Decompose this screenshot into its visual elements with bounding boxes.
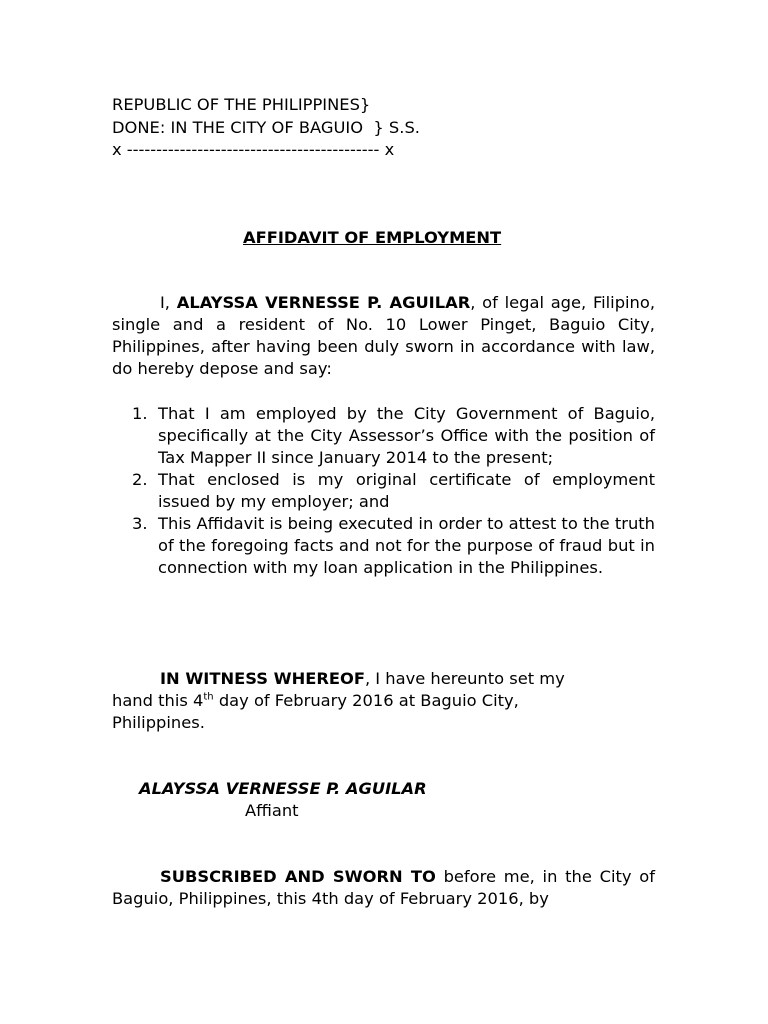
signature-name: ALAYSSA VERNESSE P. AGUILAR [139,779,427,798]
witness-line-3: Philippines. [112,713,205,732]
header-republic: REPUBLIC OF THE PHILIPPINES} [112,95,371,114]
numbered-list [132,403,655,579]
subscribed-bold: SUBSCRIBED AND SWORN TO [160,867,436,886]
intro-rest: , of legal age, Filipino, single and a resident of No. 10 Lower Pinget, Baguio City, Philippines, after having been duly sworn in accordance with law, do hereby depose and say: [112,293,656,378]
witness-line-1: IN WITNESS WHEREOF, I have hereunto set my [160,669,565,688]
list-item: 2. That enclosed is my original certificate of employment issued by my employer; and [132,470,655,511]
witness-line-2: hand this 4th day of February 2016 at Baguio City, [112,691,519,710]
signature-role: Affiant [245,801,299,820]
intro-paragraph [112,292,655,380]
affiant-name: ALAYSSA VERNESSE P. AGUILAR [176,293,471,312]
intro-prefix: I, [160,293,177,312]
list-item: 3. This Affidavit is being executed in order to attest to the truth of the foregoing facts and not for the purpose of fraud but in connection with my loan application in the Philippines. [132,514,655,577]
header-divider: x ------------------------------------------- x [112,140,395,159]
header-done: DONE: IN THE CITY OF BAGUIO } S.S. [112,118,420,137]
list-item: 1. That I am employed by the City Government of Baguio, specifically at the City Assessor’s Office with the position of Tax Mapper II since January 2014 to the present; [132,404,655,467]
witness-bold: IN WITNESS WHEREOF [160,669,365,688]
document-title: AFFIDAVIT OF EMPLOYMENT [243,228,502,247]
subscribed-paragraph: SUBSCRIBED AND SWORN TO before me, in the City of Baguio, Philippines, this 4th day of February 2016, by [112,867,655,908]
